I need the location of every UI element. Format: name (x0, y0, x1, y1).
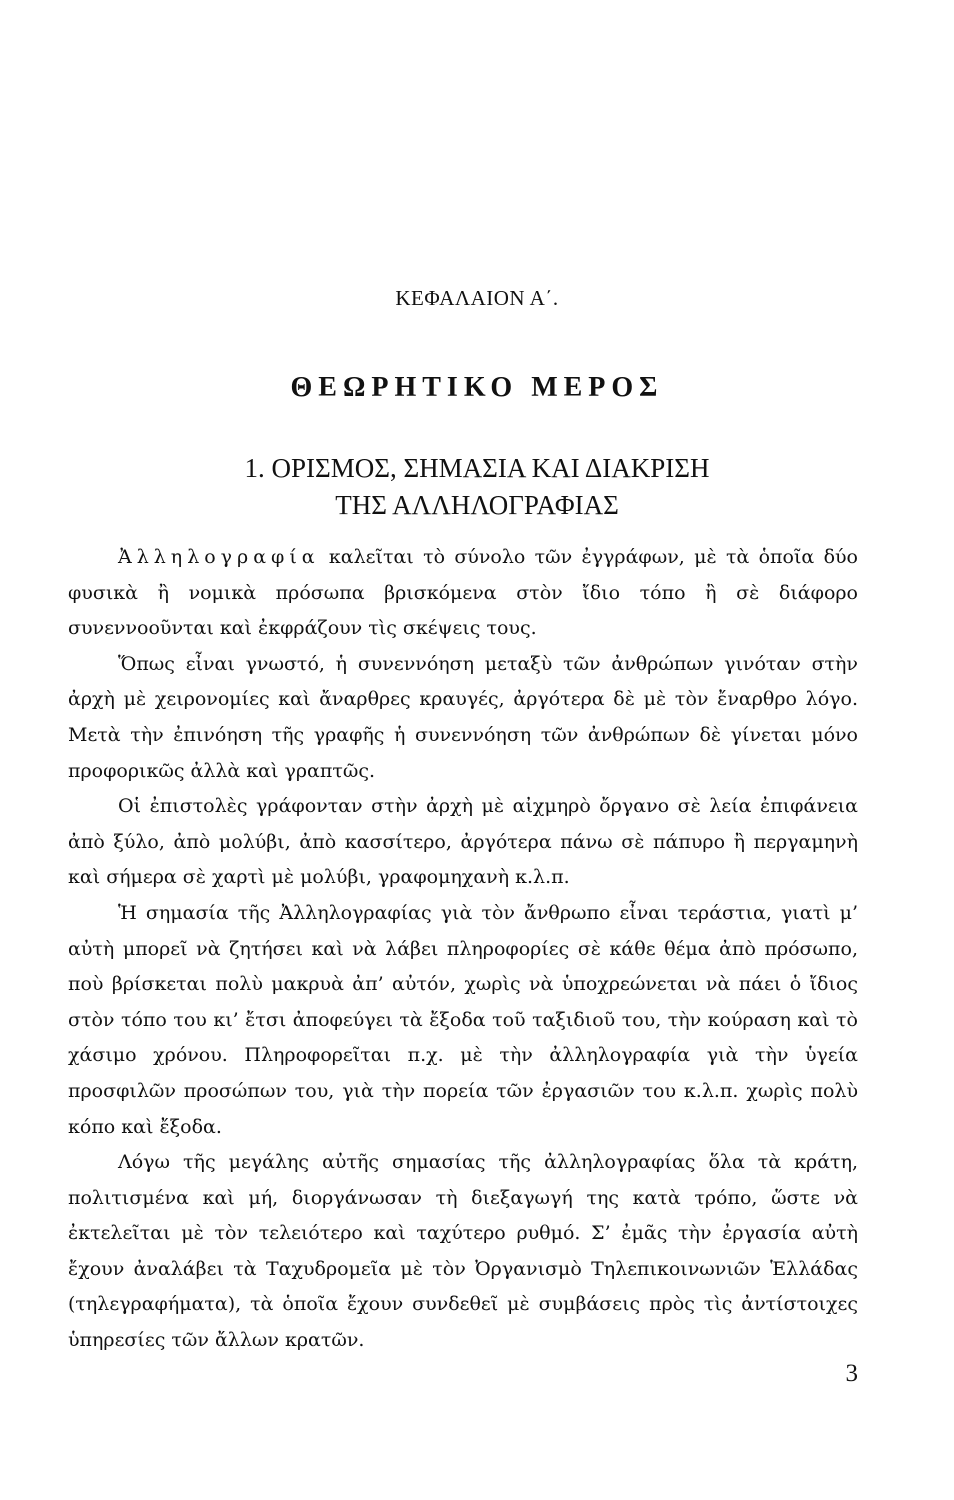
paragraph-history: Ὅπως εἶναι γνωστό, ἡ συνεννόηση μεταξὺ τῶν ἀνθρώπων γινόταν στὴν ἀρχὴ μὲ χειρονομίες καὶ ἄναρθρες κραυγές, ἀργότερα δὲ μὲ τὸν ἔναρθρο λόγο. Μετὰ τὴν ἐπινόηση τῆς γραφῆς ἡ συνεννόηση τῶν ἀνθρώπων δὲ γίνεται μόνο προφορικῶς ἀλλὰ καὶ γραπτῶς. (68, 652, 858, 782)
paragraph-definition (68, 540, 858, 647)
defined-term: Ἀλληλογραφία (118, 546, 320, 568)
section-title (0, 450, 954, 524)
paragraph-postal-services: Λόγω τῆς μεγάλης αὐτῆς σημασίας τῆς ἀλληλογραφίας ὅλα τὰ κράτη, πολιτισμένα καὶ μή, διοργάνωσαν τὴ διεξαγωγή της κατὰ τρόπο, ὥστε νὰ ἐκτελεῖται μὲ τὸν τελειότερο καὶ ταχύτερο ρυθμό. Σ’ ἐμᾶς τὴν ἐργασία αὐτὴ ἔχουν ἀναλάβει τὰ Ταχυδρομεῖα μὲ τὸν Ὀργανισμὸ Τηλεπικοινωνιῶν Ἑλλάδας (τηλεγραφήματα), τὰ ὁποῖα ἔχουν συνδεθεῖ μὲ συμβάσεις πρὸς τὶς ἀντίστοιχες ὑπηρεσίες τῶν ἄλλων κρατῶν. (68, 1151, 858, 1352)
part-title: ΘΕΩΡΗΤΙΚΟ ΜΕΡΟΣ (290, 372, 664, 403)
chapter-label: ΚΕΦΑΛΑΙΟΝ Α΄. (395, 286, 559, 310)
section-title-line-1: 1. ΟΡΙΣΜΟΣ, ΣΗΜΑΣΙΑ ΚΑΙ ΔΙΑΚΡΙΣΗ (244, 453, 710, 483)
paragraph-text: καλεῖται τὸ σύνολο τῶν ἐγγράφων, μὲ τὰ ὁποῖα δύο φυσικὰ ἢ νομικὰ πρόσωπα βρισκόμενα στὸν ἴδιο τόπο ἢ σὲ διάφορο συνεννοοῦνται καὶ ἐκφράζουν τὶς σκέψεις τους. (68, 546, 858, 640)
paragraph-importance: Ἡ σημασία τῆς Ἀλληλογραφίας γιὰ τὸν ἄνθρωπο εἶναι τεράστια, γιατὶ μ’ αὐτὴ μπορεῖ νὰ ζητήσει καὶ νὰ λάβει πληροφορίες σὲ κάθε θέμα ἀπὸ πρόσωπο, ποὺ βρίσκεται πολὺ μακρυὰ ἀπ’ αὐτόν, χωρὶς νὰ ὑποχρεώνεται νὰ πάει ὁ ἴδιος στὸν τόπο του κι’ ἔτσι ἀποφεύγει τὰ ἔξοδα τοῦ ταξιδιοῦ του, τὴν κούραση καὶ τὸ χάσιμο χρόνου. Πληροφορεῖται π.χ. μὲ τὴν ἀλληλογραφία γιὰ τὴν ὑγεία προσφιλῶν προσώπων του, γιὰ τὴν πορεία τῶν ἐργασιῶν του κ.λ.π. χωρὶς πολὺ κόπο καὶ ἔξοδα. (68, 901, 858, 1138)
page-number: 3 (845, 1360, 858, 1387)
section-title-line-2: ΤΗΣ ΑΛΛΗΛΟΓΡΑΦΙΑΣ (335, 490, 619, 520)
body-text (68, 540, 858, 1359)
paragraph-writing-materials: Οἱ ἐπιστολὲς γράφονταν στὴν ἀρχὴ μὲ αἰχμηρὸ ὄργανο σὲ λεία ἐπιφάνεια ἀπὸ ξύλο, ἀπὸ μολύβι, ἀπὸ κασσίτερο, ἀργότερα πάνω σὲ πάπυρο ἢ περγαμηνὴ καὶ σήμερα σὲ χαρτὶ μὲ μολύβι, γραφομηχανὴ κ.λ.π. (68, 795, 858, 889)
